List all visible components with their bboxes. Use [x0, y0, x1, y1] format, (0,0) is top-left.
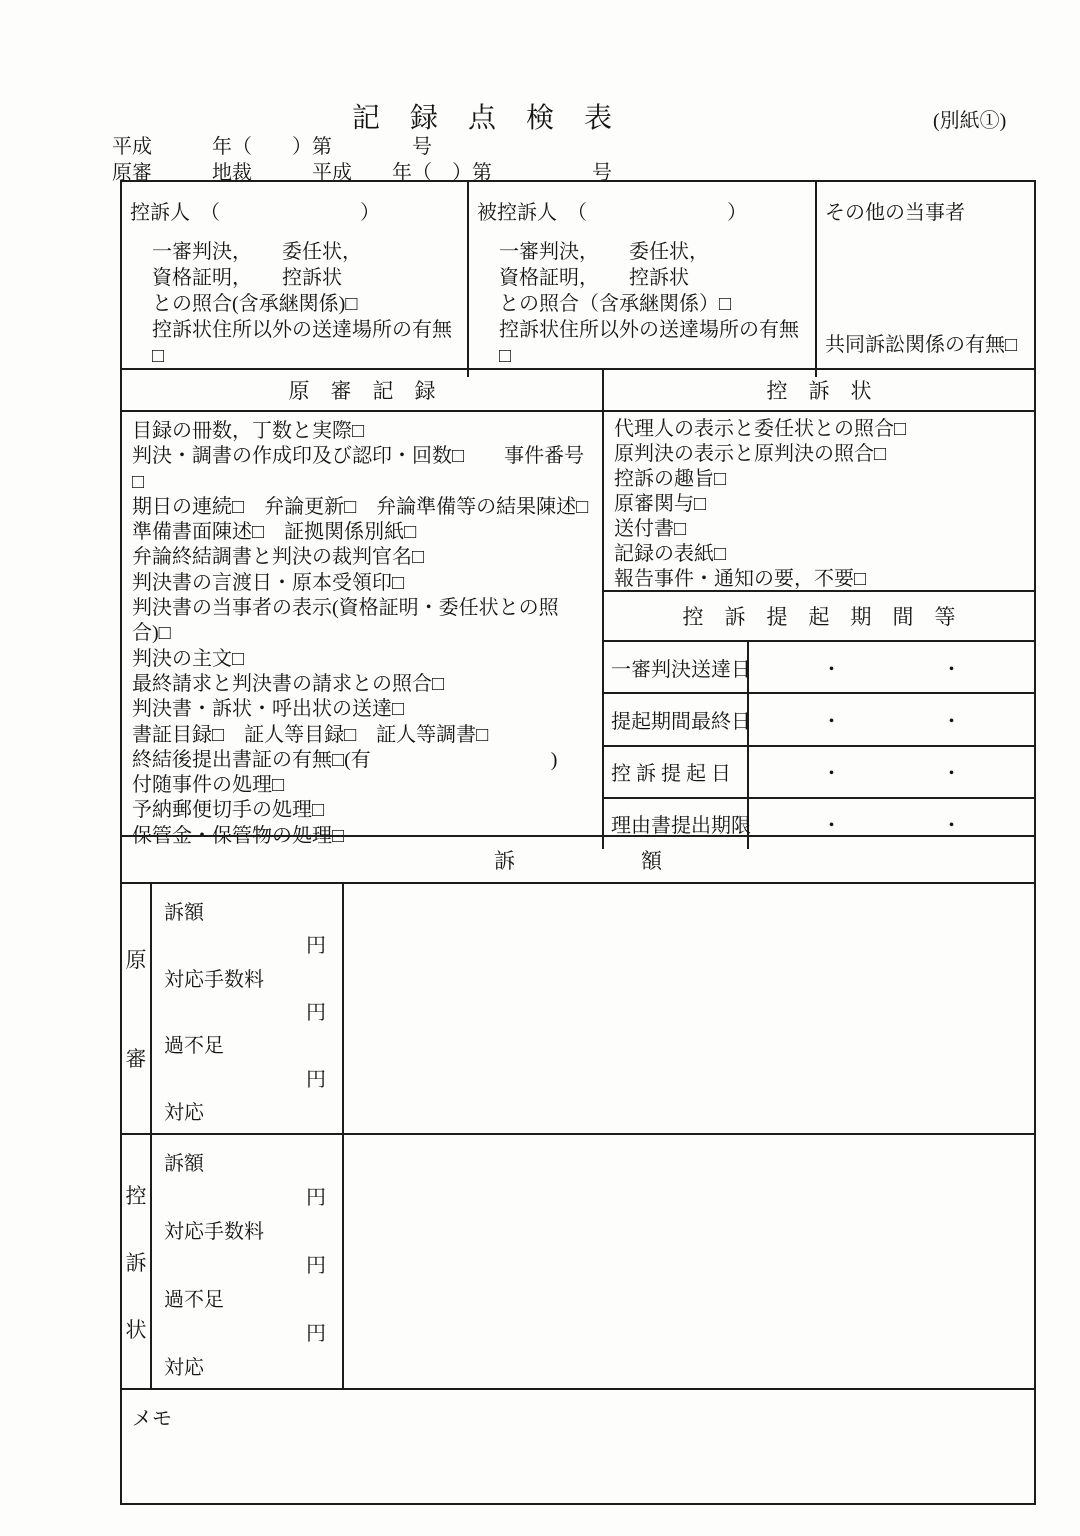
check-item: 付随事件の処理□ [132, 774, 285, 797]
yen-unit: 円 [306, 1187, 326, 1210]
memo-label: メモ [132, 1408, 172, 1430]
amount-entry-area [344, 884, 1034, 1133]
check-item: 報告事件・通知の要，不要□ [614, 568, 867, 590]
appeal-period-row-value: ・ ・ [821, 658, 962, 681]
check-item: 判決書・訴状・呼出状の送達□ [132, 698, 405, 721]
check-item: 代理人の表示と委任状との照合□ [614, 418, 907, 440]
check-item: 原判決の表示と原判決の照合□ [614, 443, 887, 465]
amount-entry-area [344, 1135, 1034, 1388]
appeal-amount-block [120, 1133, 1036, 1390]
check-item: 控訴状住所以外の送達場所の有無□ [152, 319, 452, 367]
amount-field-label: 対応 [164, 1356, 204, 1379]
appeal-statement-column [604, 370, 1034, 849]
check-item: との照合(含承継関係)□ [152, 293, 358, 315]
record-section [120, 368, 1036, 847]
side-label-char: 状 [125, 1317, 147, 1342]
check-item: 一審判決， 委任状， [499, 241, 709, 263]
check-item: 保管金・保管物の処理□ [132, 824, 345, 847]
original-record-header: 原 審 記 録 [122, 370, 602, 412]
appellee-title: 被控訴人 （ ） [477, 202, 747, 224]
appeal-period-header: 控 訴 提 起 期 間 等 [604, 592, 1034, 642]
check-item: 送付書□ [614, 518, 687, 540]
memo-box [120, 1388, 1036, 1505]
check-item: 期日の連続□ 弁論更新□ 弁論準備等の結果陳述□ [132, 495, 589, 518]
check-item: 原審関与□ [614, 493, 707, 515]
yen-unit: 円 [306, 1068, 326, 1091]
appeal-period-row-label: 提起期間最終日 [604, 694, 749, 744]
appeal-amount-labels [152, 1135, 344, 1388]
yen-unit: 円 [306, 1001, 326, 1024]
original-amount-labels [152, 884, 344, 1133]
original-court-line: 原審 地裁 平成 年（ ）第 号 [112, 162, 612, 184]
check-item: 判決書の当事者の表示(資格証明・委任状との照合)□ [132, 597, 559, 645]
check-item: 最終請求と判決書の請求との照合□ [132, 672, 445, 695]
check-item: 判決書の言渡日・原本受領印□ [132, 571, 405, 594]
appeal-period-row-value: ・ ・ [821, 710, 962, 733]
claim-amount-header: 訴 額 [120, 835, 1036, 884]
check-item: 予納郵便切手の処理□ [132, 799, 325, 822]
amount-field-label: 対応 [164, 1101, 204, 1124]
appeal-period-row-value: ・ ・ [821, 763, 962, 786]
check-item: 共同訴訟関係の有無□ [825, 334, 1018, 356]
yen-unit: 円 [306, 935, 326, 958]
appellee-cell [467, 182, 815, 377]
other-parties-title: その他の当事者 [825, 202, 965, 224]
check-item: 控訴状住所以外の送達場所の有無□ [499, 319, 799, 367]
appeal-period-row-label: 一審判決送達日 [604, 642, 749, 692]
appeal-period-row-label: 理由書提出期限 [604, 799, 749, 849]
check-item: 判決の主文□ [132, 647, 245, 670]
appellant-title: 控訴人 （ ） [130, 202, 380, 224]
yen-unit: 円 [306, 1322, 326, 1345]
original-record-checklist [122, 412, 602, 849]
appeal-period-row-label: 控 訴 提 起 日 [604, 747, 749, 797]
side-label-char: 訴 [125, 1250, 147, 1275]
amount-field-label: 過不足 [164, 1288, 224, 1311]
original-side-label [122, 884, 152, 1133]
case-number-line: 平成 年（ ）第 号 [112, 136, 432, 158]
appeal-statement-header: 控 訴 状 [604, 370, 1034, 412]
check-item: 記録の表紙□ [614, 543, 727, 565]
page-title: 記 録 点 検 表 [352, 103, 614, 134]
check-item: 資格証明， 控訴状 [152, 267, 342, 289]
side-label-char: 原 [125, 948, 147, 973]
check-item: 一審判決， 委任状， [152, 241, 362, 263]
yen-unit: 円 [306, 1255, 326, 1277]
side-label-char: 控 [125, 1183, 147, 1208]
appeal-side-label [122, 1135, 152, 1388]
amount-field-label: 対応手数料 [164, 968, 264, 991]
side-label-char: 審 [125, 1046, 147, 1071]
amount-field-label: 訴額 [164, 1153, 204, 1176]
attachment-label: (別紙①) [933, 110, 1007, 132]
appeal-statement-checklist [604, 412, 1034, 592]
check-item: 資格証明， 控訴状 [499, 267, 689, 289]
table-row [604, 694, 1034, 746]
appeal-period-row-value: ・ ・ [821, 815, 962, 838]
table-row [604, 747, 1034, 799]
check-item: との照合（含承継関係）□ [499, 293, 732, 315]
parties-table [120, 180, 1036, 370]
check-item: 書証目録□ 証人等目録□ 証人等調書□ [132, 723, 489, 746]
appellant-cell [122, 182, 467, 377]
original-record-column [122, 370, 604, 849]
amount-field-label: 対応手数料 [164, 1221, 264, 1244]
check-item: 終結後提出書証の有無□(有 ) [132, 748, 558, 771]
check-item: 控訴の趣旨□ [614, 468, 727, 490]
amount-field-label: 訴額 [164, 902, 204, 925]
table-row [604, 642, 1034, 694]
original-amount-block [120, 882, 1036, 1135]
other-parties-cell [815, 182, 1034, 377]
check-item: 目録の冊数，丁数と実際□ [132, 420, 365, 442]
check-item: 弁論終結調書と判決の裁判官名□ [132, 546, 425, 569]
check-item: 判決・調書の作成印及び認印・回数□ 事件番号□ [132, 445, 585, 493]
check-item: 準備書面陳述□ 証拠関係別紙□ [132, 521, 417, 544]
amount-field-label: 過不足 [164, 1035, 224, 1058]
